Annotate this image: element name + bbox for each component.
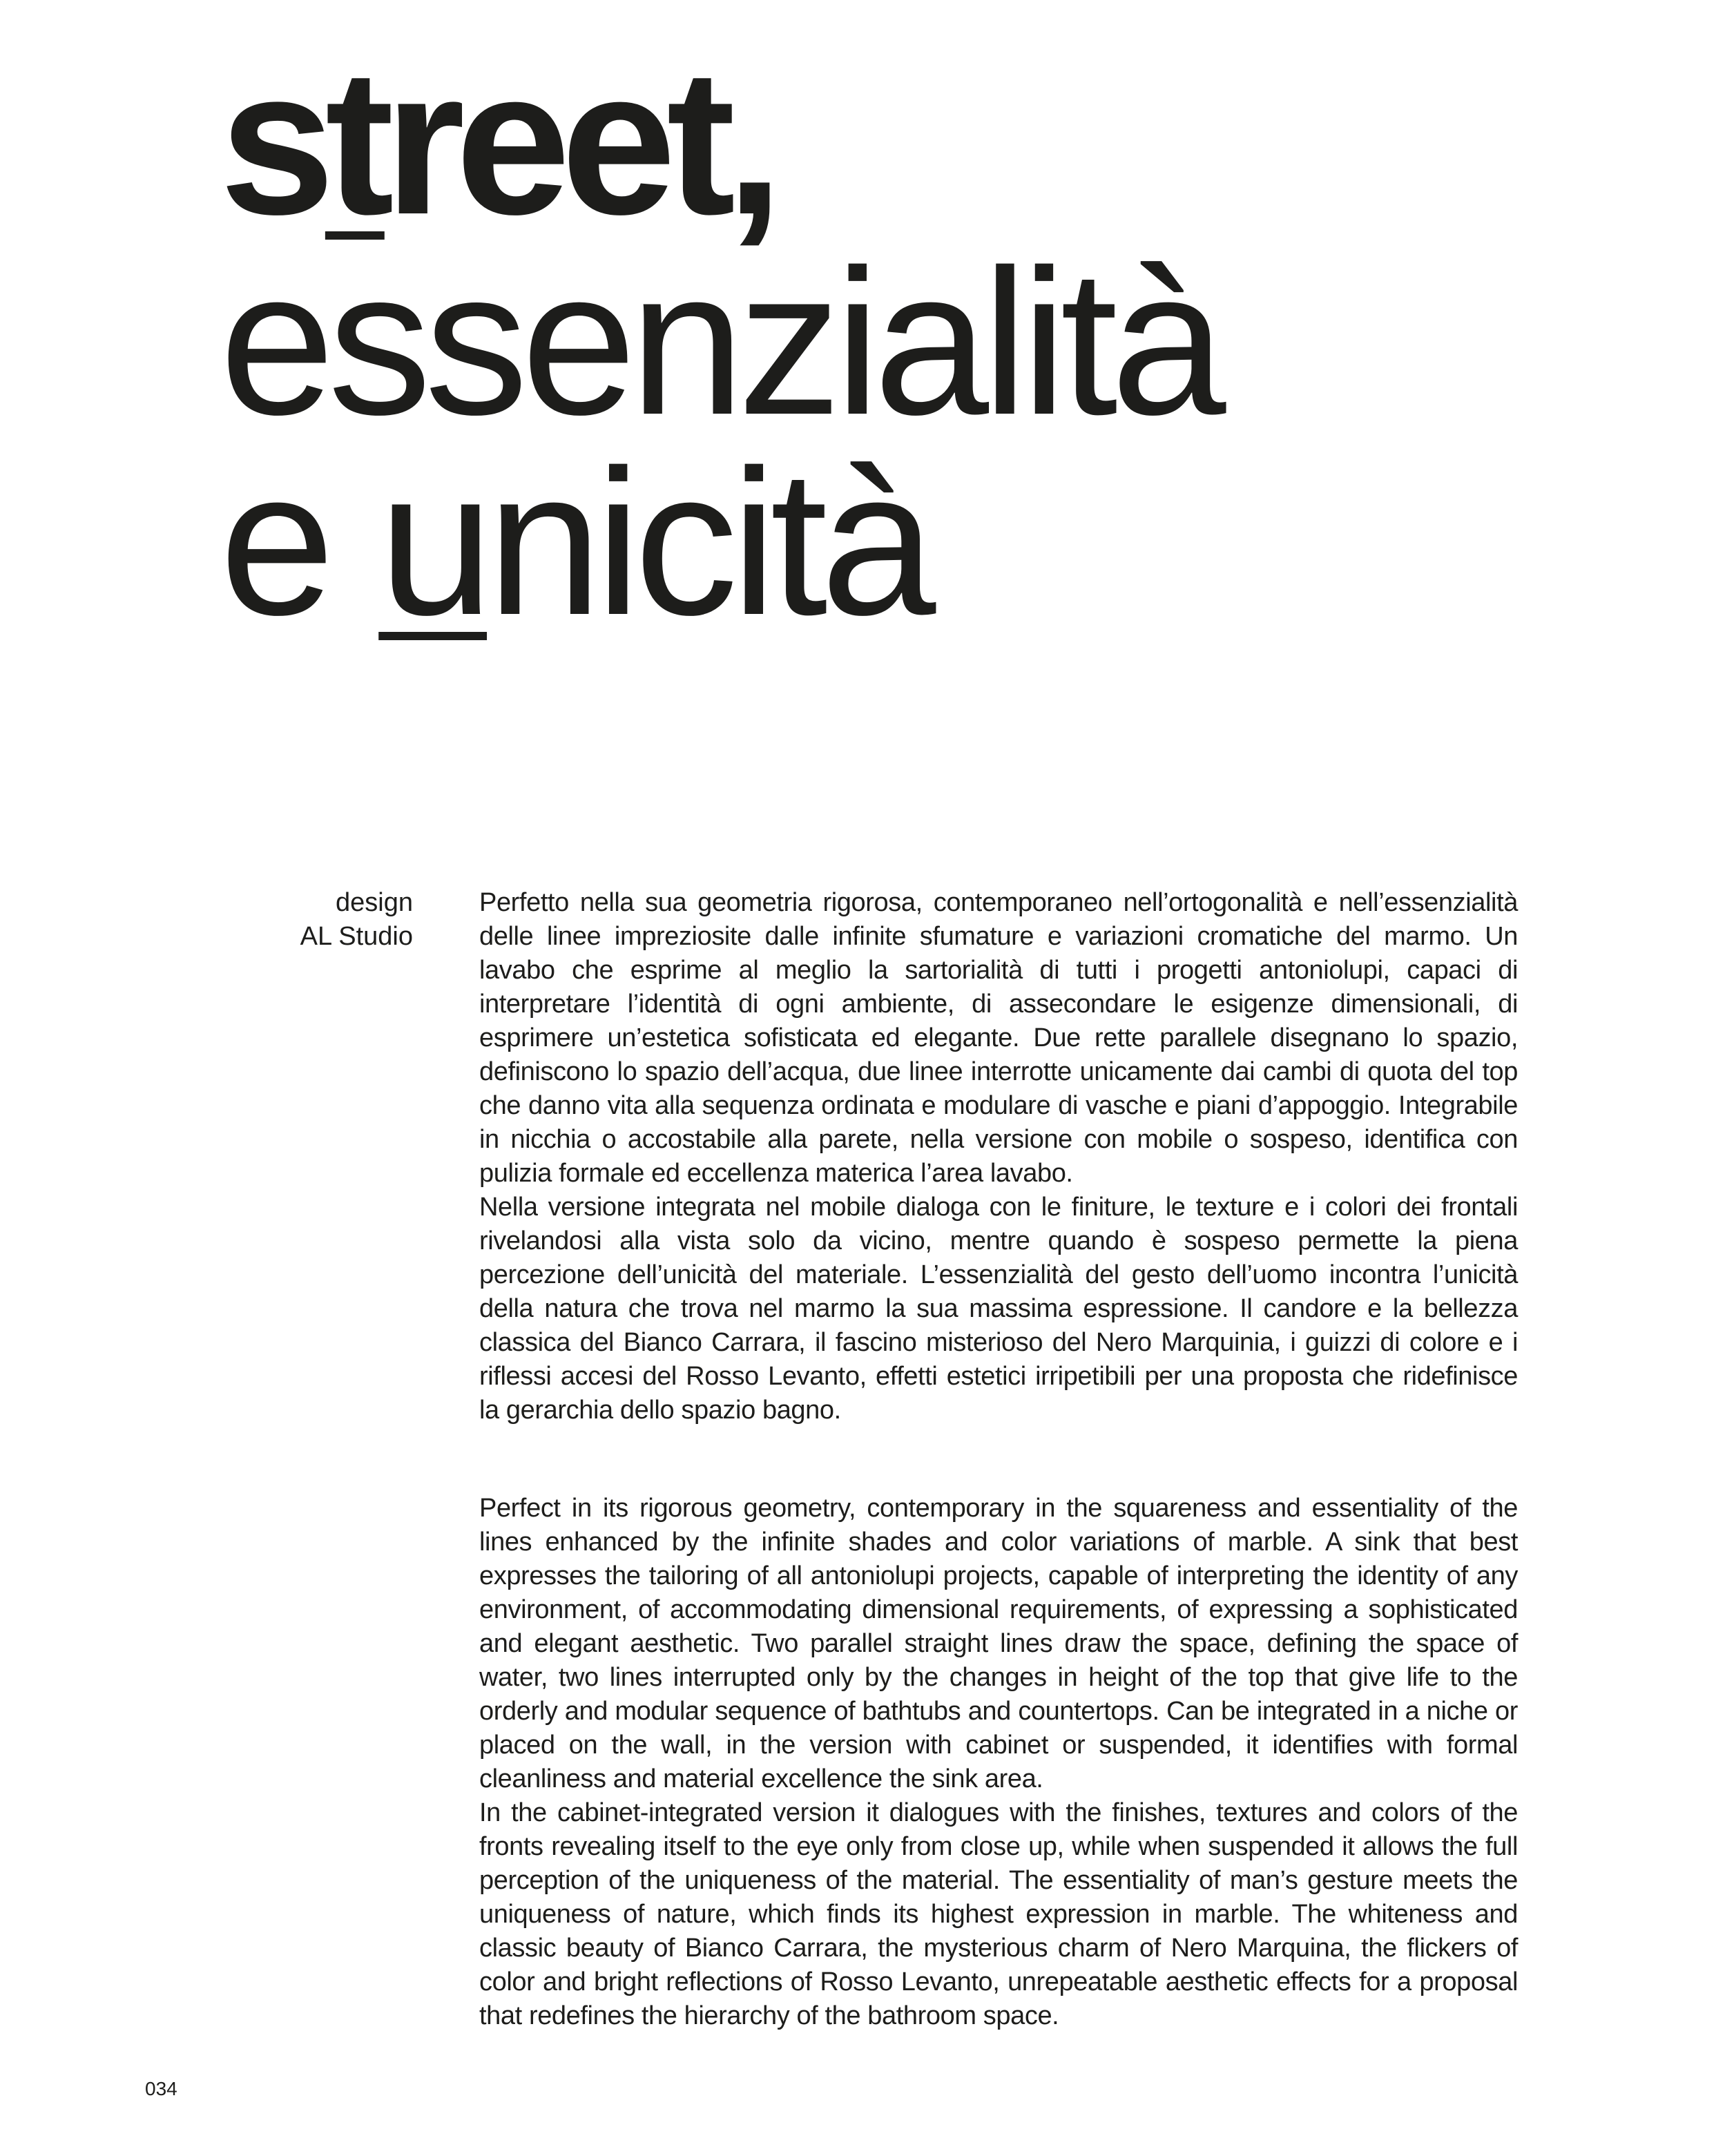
headline-line3-underlined: u [378,426,488,658]
headline-line-essenzialita: essenzialità [220,226,1220,458]
italian-paragraph-1: Perfetto nella sua geometria rigorosa, contemporaneo nell’ortogonalità e nell’essenzialità delle linee impreziosite dalle infinite sfumature e variazioni cromatiche del marmo. Un lavabo che esprime al meglio la sartorialità di tutti i progetti antoniolupi, capaci di interpretare l’identità di ogni ambiente, di assecondare le esigenze dimensionali, di esprimere un’estetica sofisticata ed elegante. Due rette parallele disegnano lo spazio, definiscono lo spazio dell’acqua, due linee interrotte unicamente dai cambi di quota del top che danno vita alla sequenza ordinata e modulare di vasche e piani d’appoggio. Integrabile in nicchia o accostabile alla parete, nella versione con mobile o sospeso, identifica con pulizia formale ed eccellenza materica l’area lavabo. [479,888,1518,1188]
designer-name: AL Studio [300,922,413,951]
page-title [220,26,1220,658]
headline-line1-post: reet, [384,26,774,258]
italian-description [479,886,1518,1427]
headline-line3-pre: e [220,426,379,658]
english-paragraph-1: Perfect in its rigorous geometry, contemporary in the squareness and essentiality of the lines enhanced by the infinite shades and color variations of marble. A sink that best expresses the tailoring of all antoniolupi projects, capable of interpreting the identity of any environment, of accommodating dimensional requirements, of expressing a sophisticated and elegant aesthetic. Two parallel straight lines draw the space, defining the space of water, two lines interrupted only by the changes in height of the top that give life to the orderly and modular sequence of bathtubs and countertops. Can be integrated in a niche or placed on the wall, in the version with cabinet or suspended, it identifies with formal cleanliness and material excellence the sink area. [479,1494,1518,1793]
english-description [479,1492,1518,2033]
headline-line-unicita [220,426,1220,658]
english-paragraph-2: In the cabinet-integrated version it dialogues with the finishes, textures and colors of the fronts revealing itself to the eye only from close up, while when suspended it allows the full perception of the uniqueness of the material. The essentiality of man’s gesture meets the uniqueness of nature, which finds its highest expression in marble. The whiteness and classic beauty of Bianco Carrara, the mysterious charm of Nero Marquina, the flickers of color and bright reflections of Rosso Levanto, unrepeatable aesthetic effects for a proposal that redefines the hierarchy of the bathroom space. [479,1798,1518,2030]
headline-line-street [220,26,1220,258]
italian-paragraph-2: Nella versione integrata nel mobile dialoga con le finiture, le texture e i colori dei frontali rivelandosi alla vista solo da vicino, mentre quando è sospeso permette la piena percezione dell’unicità del materiale. L’essenzialità del gesto dell’uomo incontra l’unicità della natura che trova nel marmo la sua massima espressione. Il candore e la bellezza classica del Bianco Carrara, il fascino misterioso del Nero Marquinia, i guizzi di colore e i riflessi accesi del Rosso Levanto, effetti estetici irripetibili per una proposta che ridefinisce la gerarchia dello spazio bagno. [479,1193,1518,1425]
headline-line1-pre: s [220,26,325,258]
design-credit [300,886,413,954]
headline-line3-post: nicità [487,426,929,658]
page-number: 034 [145,2078,177,2099]
design-label: design [336,888,413,917]
headline-line1-underlined: t [325,26,385,258]
